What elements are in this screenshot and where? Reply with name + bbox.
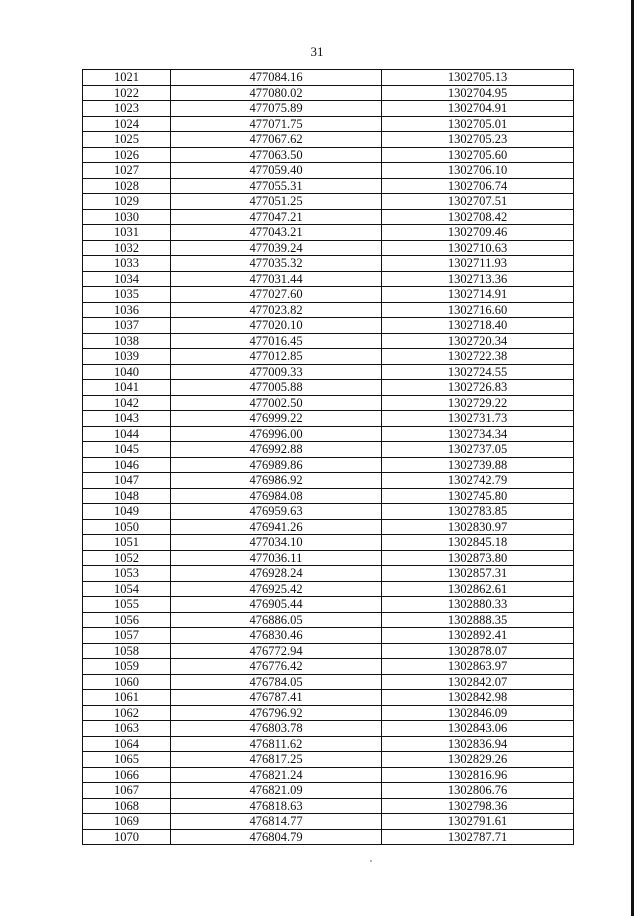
y-coordinate-cell: 1302711.93 xyxy=(382,256,574,272)
table-row xyxy=(83,395,574,411)
y-coordinate-cell: 1302862.61 xyxy=(382,581,574,597)
point-number-cell: 1037 xyxy=(83,318,171,334)
x-coordinate-cell: 477016.45 xyxy=(171,333,382,349)
table-row xyxy=(83,473,574,489)
x-coordinate-cell: 476776.42 xyxy=(171,659,382,675)
x-coordinate-cell: 477034.10 xyxy=(171,535,382,551)
x-coordinate-cell: 476821.24 xyxy=(171,767,382,783)
table-row xyxy=(83,488,574,504)
table-row xyxy=(83,550,574,566)
point-number-cell: 1061 xyxy=(83,690,171,706)
table-row xyxy=(83,504,574,520)
table-row xyxy=(83,194,574,210)
point-number-cell: 1046 xyxy=(83,457,171,473)
table-row xyxy=(83,178,574,194)
x-coordinate-cell: 477071.75 xyxy=(171,116,382,132)
x-coordinate-cell: 477084.16 xyxy=(171,70,382,86)
table-row xyxy=(83,814,574,830)
point-number-cell: 1027 xyxy=(83,163,171,179)
point-number-cell: 1065 xyxy=(83,752,171,768)
y-coordinate-cell: 1302724.55 xyxy=(382,364,574,380)
point-number-cell: 1035 xyxy=(83,287,171,303)
y-coordinate-cell: 1302714.91 xyxy=(382,287,574,303)
x-coordinate-cell: 477031.44 xyxy=(171,271,382,287)
y-coordinate-cell: 1302843.06 xyxy=(382,721,574,737)
x-coordinate-cell: 476928.24 xyxy=(171,566,382,582)
table-row xyxy=(83,643,574,659)
y-coordinate-cell: 1302888.35 xyxy=(382,612,574,628)
table-row xyxy=(83,535,574,551)
point-number-cell: 1028 xyxy=(83,178,171,194)
point-number-cell: 1064 xyxy=(83,736,171,752)
table-row xyxy=(83,380,574,396)
y-coordinate-cell: 1302863.97 xyxy=(382,659,574,675)
point-number-cell: 1059 xyxy=(83,659,171,675)
x-coordinate-cell: 476986.92 xyxy=(171,473,382,489)
scan-speck xyxy=(370,860,372,862)
y-coordinate-cell: 1302705.60 xyxy=(382,147,574,163)
x-coordinate-cell: 476803.78 xyxy=(171,721,382,737)
y-coordinate-cell: 1302742.79 xyxy=(382,473,574,489)
point-number-cell: 1058 xyxy=(83,643,171,659)
x-coordinate-cell: 477027.60 xyxy=(171,287,382,303)
x-coordinate-cell: 476818.63 xyxy=(171,798,382,814)
table-row xyxy=(83,147,574,163)
point-number-cell: 1060 xyxy=(83,674,171,690)
point-number-cell: 1030 xyxy=(83,209,171,225)
y-coordinate-cell: 1302873.80 xyxy=(382,550,574,566)
y-coordinate-cell: 1302739.88 xyxy=(382,457,574,473)
point-number-cell: 1043 xyxy=(83,411,171,427)
table-row xyxy=(83,287,574,303)
table-row xyxy=(83,612,574,628)
y-coordinate-cell: 1302705.13 xyxy=(382,70,574,86)
y-coordinate-cell: 1302836.94 xyxy=(382,736,574,752)
table-row xyxy=(83,705,574,721)
y-coordinate-cell: 1302709.46 xyxy=(382,225,574,241)
y-coordinate-cell: 1302706.74 xyxy=(382,178,574,194)
x-coordinate-cell: 477005.88 xyxy=(171,380,382,396)
table-row xyxy=(83,333,574,349)
x-coordinate-cell: 476796.92 xyxy=(171,705,382,721)
point-number-cell: 1055 xyxy=(83,597,171,613)
table-row xyxy=(83,209,574,225)
x-coordinate-cell: 477063.50 xyxy=(171,147,382,163)
table-row xyxy=(83,85,574,101)
point-number-cell: 1057 xyxy=(83,628,171,644)
table-row xyxy=(83,271,574,287)
y-coordinate-cell: 1302704.91 xyxy=(382,101,574,117)
x-coordinate-cell: 477059.40 xyxy=(171,163,382,179)
table-row xyxy=(83,628,574,644)
point-number-cell: 1070 xyxy=(83,829,171,845)
x-coordinate-cell: 477023.82 xyxy=(171,302,382,318)
y-coordinate-cell: 1302706.10 xyxy=(382,163,574,179)
table-row xyxy=(83,798,574,814)
point-number-cell: 1026 xyxy=(83,147,171,163)
point-number-cell: 1067 xyxy=(83,783,171,799)
x-coordinate-cell: 476830.46 xyxy=(171,628,382,644)
x-coordinate-cell: 477009.33 xyxy=(171,364,382,380)
table-row xyxy=(83,318,574,334)
x-coordinate-cell: 477080.02 xyxy=(171,85,382,101)
x-coordinate-cell: 476821.09 xyxy=(171,783,382,799)
point-number-cell: 1024 xyxy=(83,116,171,132)
y-coordinate-cell: 1302845.18 xyxy=(382,535,574,551)
y-coordinate-cell: 1302842.98 xyxy=(382,690,574,706)
y-coordinate-cell: 1302718.40 xyxy=(382,318,574,334)
table-row xyxy=(83,70,574,86)
x-coordinate-cell: 477020.10 xyxy=(171,318,382,334)
table-row xyxy=(83,426,574,442)
table-row xyxy=(83,411,574,427)
x-coordinate-cell: 476804.79 xyxy=(171,829,382,845)
table-row xyxy=(83,225,574,241)
table-row xyxy=(83,101,574,117)
table-row xyxy=(83,597,574,613)
y-coordinate-cell: 1302720.34 xyxy=(382,333,574,349)
point-number-cell: 1022 xyxy=(83,85,171,101)
table-row xyxy=(83,721,574,737)
table-row xyxy=(83,240,574,256)
y-coordinate-cell: 1302892.41 xyxy=(382,628,574,644)
point-number-cell: 1049 xyxy=(83,504,171,520)
table-row xyxy=(83,364,574,380)
table-row xyxy=(83,690,574,706)
x-coordinate-cell: 476999.22 xyxy=(171,411,382,427)
x-coordinate-cell: 476787.41 xyxy=(171,690,382,706)
y-coordinate-cell: 1302722.38 xyxy=(382,349,574,365)
point-number-cell: 1031 xyxy=(83,225,171,241)
page-number: 31 xyxy=(310,44,324,59)
point-number-cell: 1040 xyxy=(83,364,171,380)
y-coordinate-cell: 1302708.42 xyxy=(382,209,574,225)
y-coordinate-cell: 1302726.83 xyxy=(382,380,574,396)
table-row xyxy=(83,674,574,690)
point-number-cell: 1052 xyxy=(83,550,171,566)
table-row xyxy=(83,132,574,148)
x-coordinate-cell: 477067.62 xyxy=(171,132,382,148)
coordinates-table-body xyxy=(83,70,574,845)
point-number-cell: 1029 xyxy=(83,194,171,210)
y-coordinate-cell: 1302791.61 xyxy=(382,814,574,830)
point-number-cell: 1048 xyxy=(83,488,171,504)
x-coordinate-cell: 476959.63 xyxy=(171,504,382,520)
coordinates-table xyxy=(82,69,574,845)
x-coordinate-cell: 476784.05 xyxy=(171,674,382,690)
y-coordinate-cell: 1302710.63 xyxy=(382,240,574,256)
x-coordinate-cell: 476814.77 xyxy=(171,814,382,830)
point-number-cell: 1036 xyxy=(83,302,171,318)
y-coordinate-cell: 1302737.05 xyxy=(382,442,574,458)
y-coordinate-cell: 1302829.26 xyxy=(382,752,574,768)
y-coordinate-cell: 1302880.33 xyxy=(382,597,574,613)
table-row xyxy=(83,519,574,535)
y-coordinate-cell: 1302830.97 xyxy=(382,519,574,535)
y-coordinate-cell: 1302716.60 xyxy=(382,302,574,318)
x-coordinate-cell: 476941.26 xyxy=(171,519,382,535)
table-row xyxy=(83,752,574,768)
x-coordinate-cell: 477039.24 xyxy=(171,240,382,256)
x-coordinate-cell: 476984.08 xyxy=(171,488,382,504)
x-coordinate-cell: 476992.88 xyxy=(171,442,382,458)
y-coordinate-cell: 1302842.07 xyxy=(382,674,574,690)
table-row xyxy=(83,302,574,318)
table-row xyxy=(83,659,574,675)
y-coordinate-cell: 1302783.85 xyxy=(382,504,574,520)
y-coordinate-cell: 1302846.09 xyxy=(382,705,574,721)
point-number-cell: 1051 xyxy=(83,535,171,551)
point-number-cell: 1033 xyxy=(83,256,171,272)
y-coordinate-cell: 1302707.51 xyxy=(382,194,574,210)
y-coordinate-cell: 1302745.80 xyxy=(382,488,574,504)
y-coordinate-cell: 1302704.95 xyxy=(382,85,574,101)
x-coordinate-cell: 477002.50 xyxy=(171,395,382,411)
point-number-cell: 1023 xyxy=(83,101,171,117)
x-coordinate-cell: 476811.62 xyxy=(171,736,382,752)
table-row xyxy=(83,442,574,458)
point-number-cell: 1039 xyxy=(83,349,171,365)
x-coordinate-cell: 476886.05 xyxy=(171,612,382,628)
x-coordinate-cell: 476925.42 xyxy=(171,581,382,597)
point-number-cell: 1038 xyxy=(83,333,171,349)
x-coordinate-cell: 476817.25 xyxy=(171,752,382,768)
point-number-cell: 1047 xyxy=(83,473,171,489)
x-coordinate-cell: 477012.85 xyxy=(171,349,382,365)
x-coordinate-cell: 476996.00 xyxy=(171,426,382,442)
point-number-cell: 1032 xyxy=(83,240,171,256)
table-row xyxy=(83,581,574,597)
x-coordinate-cell: 476905.44 xyxy=(171,597,382,613)
table-row xyxy=(83,566,574,582)
point-number-cell: 1042 xyxy=(83,395,171,411)
table-row xyxy=(83,457,574,473)
table-row xyxy=(83,256,574,272)
x-coordinate-cell: 477047.21 xyxy=(171,209,382,225)
table-row xyxy=(83,163,574,179)
y-coordinate-cell: 1302705.23 xyxy=(382,132,574,148)
point-number-cell: 1053 xyxy=(83,566,171,582)
x-coordinate-cell: 476772.94 xyxy=(171,643,382,659)
y-coordinate-cell: 1302816.96 xyxy=(382,767,574,783)
point-number-cell: 1062 xyxy=(83,705,171,721)
y-coordinate-cell: 1302878.07 xyxy=(382,643,574,659)
table-row xyxy=(83,736,574,752)
y-coordinate-cell: 1302798.36 xyxy=(382,798,574,814)
x-coordinate-cell: 477043.21 xyxy=(171,225,382,241)
point-number-cell: 1066 xyxy=(83,767,171,783)
point-number-cell: 1068 xyxy=(83,798,171,814)
x-coordinate-cell: 477051.25 xyxy=(171,194,382,210)
y-coordinate-cell: 1302705.01 xyxy=(382,116,574,132)
x-coordinate-cell: 476989.86 xyxy=(171,457,382,473)
y-coordinate-cell: 1302857.31 xyxy=(382,566,574,582)
table-row xyxy=(83,829,574,845)
y-coordinate-cell: 1302729.22 xyxy=(382,395,574,411)
x-coordinate-cell: 477035.32 xyxy=(171,256,382,272)
point-number-cell: 1041 xyxy=(83,380,171,396)
x-coordinate-cell: 477075.89 xyxy=(171,101,382,117)
table-row xyxy=(83,349,574,365)
x-coordinate-cell: 477055.31 xyxy=(171,178,382,194)
point-number-cell: 1034 xyxy=(83,271,171,287)
point-number-cell: 1069 xyxy=(83,814,171,830)
y-coordinate-cell: 1302734.34 xyxy=(382,426,574,442)
point-number-cell: 1063 xyxy=(83,721,171,737)
point-number-cell: 1044 xyxy=(83,426,171,442)
x-coordinate-cell: 477036.11 xyxy=(171,550,382,566)
point-number-cell: 1054 xyxy=(83,581,171,597)
point-number-cell: 1056 xyxy=(83,612,171,628)
table-row xyxy=(83,783,574,799)
table-row xyxy=(83,767,574,783)
point-number-cell: 1045 xyxy=(83,442,171,458)
point-number-cell: 1021 xyxy=(83,70,171,86)
point-number-cell: 1025 xyxy=(83,132,171,148)
y-coordinate-cell: 1302806.76 xyxy=(382,783,574,799)
y-coordinate-cell: 1302731.73 xyxy=(382,411,574,427)
y-coordinate-cell: 1302787.71 xyxy=(382,829,574,845)
point-number-cell: 1050 xyxy=(83,519,171,535)
table-row xyxy=(83,116,574,132)
y-coordinate-cell: 1302713.36 xyxy=(382,271,574,287)
